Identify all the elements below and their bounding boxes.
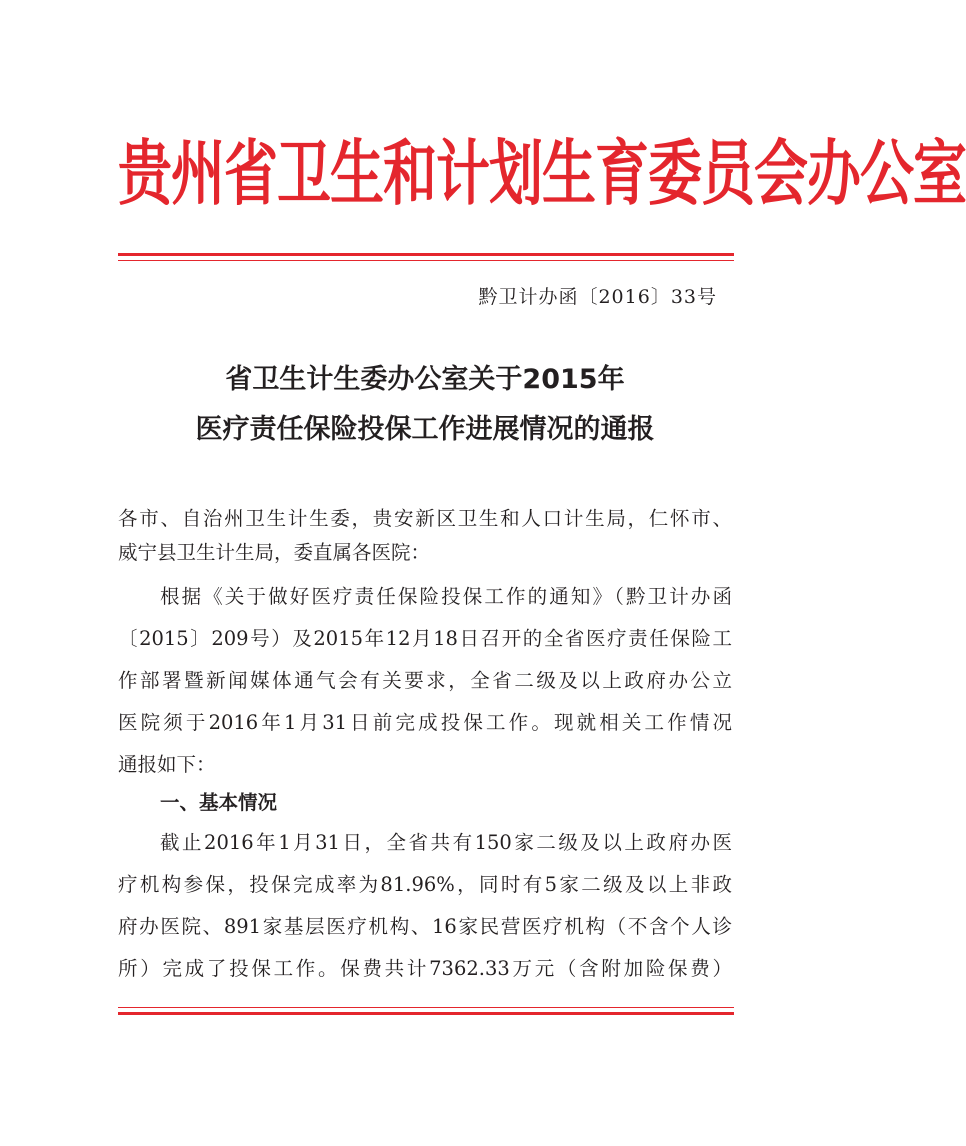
letterhead-thick-rule [118,253,734,256]
intro-line: 作部署暨新闻媒体通气会有关要求，全省二级及以上政府办公立 [118,669,732,692]
addressee-line: 各市、自治州卫生计生委，贵安新区卫生和人口计生局，仁怀市、 [118,507,732,530]
section-paragraph-line: 疗机构参保，投保完成率为81.96%，同时有5家二级及以上非政 [118,873,732,896]
section-paragraph-line: 所）完成了投保工作。保费共计7362.33万元（含附加险保费） [118,957,732,980]
intro-line: 医院须于2016年1月31日前完成投保工作。现就相关工作情况 [118,711,732,734]
letterhead-title: 贵州省卫生和计划生育委员会办公室 [118,131,966,215]
document-title-line-1: 省卫生计生委办公室关于2015年 [225,364,625,395]
footer-thick-rule [118,1012,734,1015]
section-heading: 一、基本情况 [160,791,278,814]
section-paragraph-line: 府办医院、891家基层医疗机构、16家民营医疗机构（不含个人诊 [118,915,732,938]
section-paragraph-line: 截止2016年1月31日，全省共有150家二级及以上政府办医 [160,831,732,854]
footer-thin-rule [118,1007,734,1008]
letterhead-thin-rule [118,260,734,261]
intro-line: 根据《关于做好医疗责任保险投保工作的通知》（黔卫计办函 [160,585,732,608]
intro-line: 通报如下： [118,753,216,776]
document-number: 黔卫计办函〔2016〕33号 [478,286,717,308]
document-title-line-2: 医疗责任保险投保工作进展情况的通报 [195,414,655,445]
addressee-line: 威宁县卫生计生局，委直属各医院： [118,541,431,564]
intro-line: 〔2015〕209号）及2015年12月18日召开的全省医疗责任保险工 [118,627,732,650]
